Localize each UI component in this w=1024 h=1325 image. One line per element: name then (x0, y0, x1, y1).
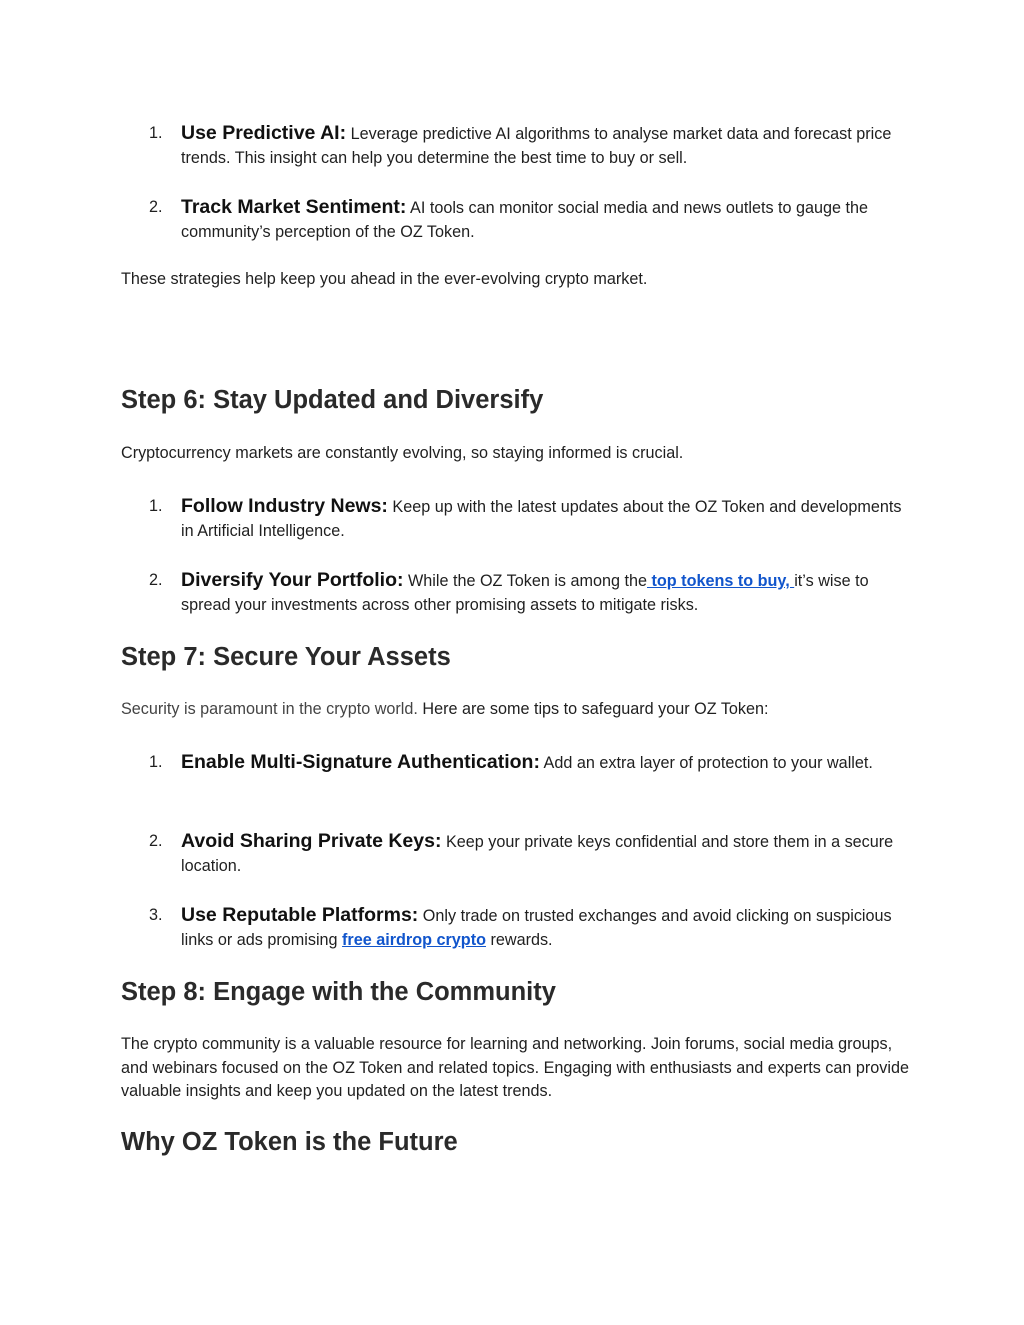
list-item-title: Use Predictive AI: (181, 122, 347, 144)
step7-intro-rest: Here are some tips to safeguard your OZ Token: (417, 700, 769, 718)
list-item-reputable-platforms (121, 903, 911, 952)
list-item-title: Avoid Sharing Private Keys: (181, 830, 442, 852)
list-item-predictive-ai (121, 121, 911, 170)
list-item-private-keys (121, 829, 911, 878)
list-number: 2. (149, 198, 163, 216)
step8-body: The crypto community is a valuable resource for learning and networking. Join forums, social media groups, and webinars focused on the OZ Token and related topics. Engaging with enthusiasts and experts can provide valuable insights and keep you updated on the latest trends. (121, 1035, 909, 1100)
free-airdrop-crypto-link[interactable]: free airdrop crypto (342, 931, 486, 949)
list-item-text: AI tools can monitor social media and news outlets to gauge the community’s perception of the OZ Token. (181, 199, 869, 241)
list-item-diversify (121, 568, 911, 617)
list-number: 1. (149, 124, 163, 142)
list-item-title: Enable Multi-Signature Authentication: (181, 751, 540, 773)
list-item-title: Diversify Your Portfolio: (181, 569, 404, 591)
list-item-text-after: rewards. (485, 931, 553, 949)
list-item-text: While the OZ Token is among the (403, 572, 648, 590)
step7-intro (121, 698, 911, 722)
list-item-text: Only trade on trusted exchanges and avoid clicking on suspicious links or ads promising (181, 907, 892, 949)
list-item-title: Use Reputable Platforms: (181, 904, 419, 926)
list-item-text: Keep up with the latest updates about the OZ Token and developments in Artificial Intelligence. (181, 498, 902, 540)
list-number: 2. (149, 571, 163, 589)
step6-heading: Step 6: Stay Updated and Diversify (121, 386, 544, 414)
list-item-follow-news (121, 494, 911, 543)
list-item-text-after: it’s wise to spread your investments across other promising assets to mitigate risks. (181, 572, 869, 614)
list-item-market-sentiment (121, 195, 911, 244)
list-number: 1. (149, 497, 163, 515)
why-oz-heading: Why OZ Token is the Future (121, 1128, 458, 1156)
list-item-text: Add an extra layer of protection to your wallet. (539, 754, 873, 772)
list-number: 1. (149, 753, 163, 771)
list-item-text: Keep your private keys confidential and store them in a secure location. (181, 833, 894, 875)
list-item-title: Track Market Sentiment: (181, 196, 407, 218)
step7-intro-grey: Security is paramount in the crypto world. (121, 700, 418, 718)
list-number: 3. (149, 906, 163, 924)
list-item-text: Leverage predictive AI algorithms to analyse market data and forecast price trends. This insight can help you determine the best time to buy or sell. (181, 125, 892, 167)
step7-heading: Step 7: Secure Your Assets (121, 643, 451, 671)
list-number: 2. (149, 832, 163, 850)
top-tokens-link[interactable]: top tokens to buy, (647, 572, 795, 590)
step6-intro: Cryptocurrency markets are constantly evolving, so staying informed is crucial. (121, 444, 684, 462)
list-item-title: Follow Industry News: (181, 495, 388, 517)
list-item-multisig (121, 750, 911, 775)
step8-heading: Step 8: Engage with the Community (121, 978, 556, 1006)
strategies-paragraph: These strategies help keep you ahead in the ever-evolving crypto market. (121, 270, 648, 288)
